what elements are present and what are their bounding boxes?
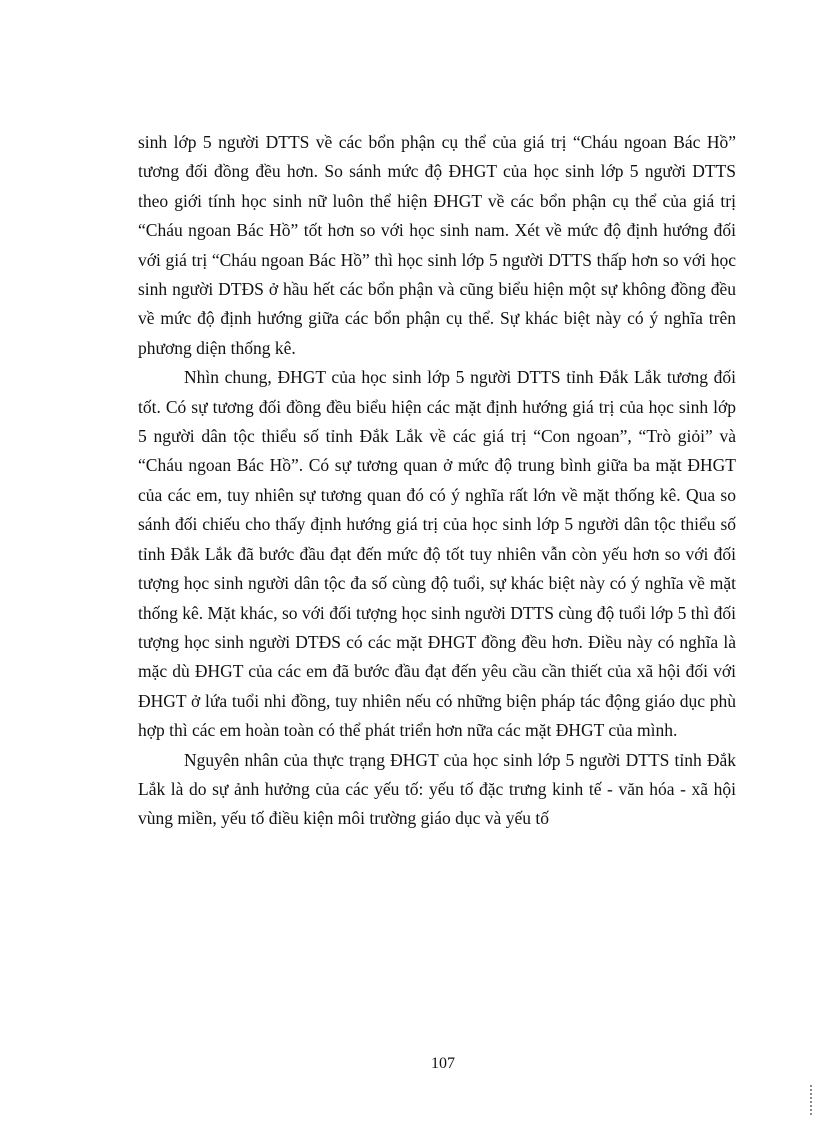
body-text <box>138 128 736 834</box>
paragraph-continuation: sinh lớp 5 người DTTS về các bổn phận cụ thể của giá trị “Cháu ngoan Bác Hồ” tương đối đồng đều hơn. So sánh mức độ ĐHGT của học sinh lớp 5 người DTTS theo giới tính học sinh nữ luôn thể hiện ĐHGT về các bổn phận cụ thể của giá trị “Cháu ngoan Bác Hồ” tốt hơn so với học sinh nam. Xét về mức độ định hướng đối với giá trị “Cháu ngoan Bác Hồ” thì học sinh lớp 5 người DTTS thấp hơn so với học sinh người DTĐS ở hầu hết các bổn phận và cũng biểu hiện một sự không đồng đều về mức độ định hướng giữa các bổn phận cụ thể. Sự khác biệt này có ý nghĩa trên phương diện thống kê. <box>138 132 736 358</box>
scan-edge-mark <box>800 1085 812 1115</box>
paragraph-causes: Nguyên nhân của thực trạng ĐHGT của học sinh lớp 5 người DTTS tỉnh Đắk Lắk là do sự ảnh hưởng của các yếu tố: yếu tố đặc trưng kinh tế - văn hóa - xã hội vùng miền, yếu tố điều kiện môi trường giáo dục và yếu tố <box>138 749 736 829</box>
page-number: 107 <box>431 1055 455 1072</box>
paragraph-summary: Nhìn chung, ĐHGT của học sinh lớp 5 người DTTS tỉnh Đắk Lắk tương đối tốt. Có sự tương đối đồng đều biểu hiện các mặt định hướng giá trị của học sinh lớp 5 người dân tộc thiểu số tỉnh Đắk Lắk về các giá trị “Con ngoan”, “Trò giỏi” và “Cháu ngoan Bác Hồ”. Có sự tương quan ở mức độ trung bình giữa ba mặt ĐHGT của các em, tuy nhiên sự tương quan đó có ý nghĩa rất lớn về mặt thống kê. Qua so sánh đối chiếu cho thấy định hướng giá trị của học sinh lớp 5 người dân tộc thiểu số tỉnh Đắk Lắk đã bước đầu đạt đến mức độ tốt tuy nhiên vẫn còn yếu hơn so với đối tượng học sinh người dân tộc đa số cùng độ tuổi, sự khác biệt này có ý nghĩa về mặt thống kê. Mặt khác, so với đối tượng học sinh người DTTS cùng độ tuổi lớp 5 thì đối tượng học sinh người DTĐS có các mặt ĐHGT đồng đều hơn. Điều này có nghĩa là mặc dù ĐHGT của các em đã bước đầu đạt đến yêu cầu cần thiết của xã hội đối với ĐHGT ở lứa tuổi nhi đồng, tuy nhiên nếu có những biện pháp tác động giáo dục phù hợp thì các em hoàn toàn có thể phát triển hơn nữa các mặt ĐHGT của mình. <box>138 367 736 741</box>
